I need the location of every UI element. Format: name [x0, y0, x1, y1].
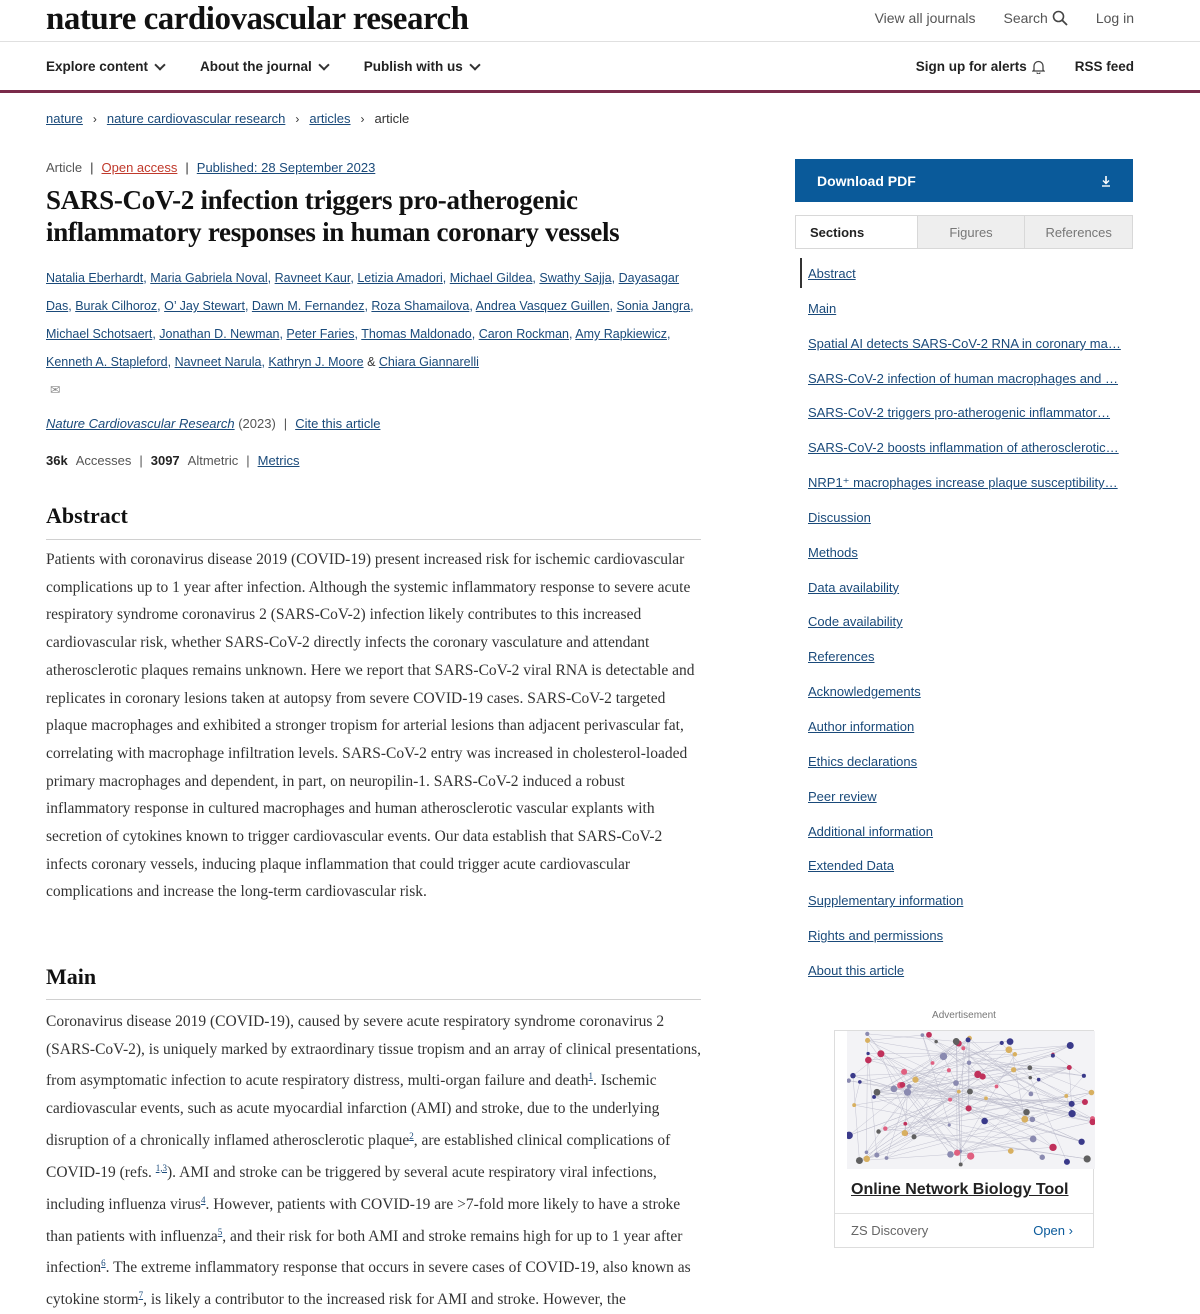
- toc-item[interactable]: Spatial AI detects SARS-CoV-2 RNA in coronary ma…: [808, 335, 1121, 351]
- breadcrumb-articles[interactable]: articles: [309, 111, 351, 126]
- chevron-down-icon: [154, 59, 165, 70]
- meta-divider: |: [139, 453, 143, 468]
- altmetric-label: Altmetric: [187, 453, 239, 468]
- download-pdf-label: Download PDF: [817, 172, 916, 189]
- article-title: SARS-CoV-2 infection triggers pro-atherogenic inflammatory responses in human coronary vessels: [46, 185, 620, 247]
- altmetric-count: 3097: [150, 453, 180, 468]
- breadcrumb-journal[interactable]: nature cardiovascular research: [106, 111, 286, 126]
- open-access-link[interactable]: Open access: [101, 160, 178, 175]
- author-link[interactable]: Maria Gabriela Noval: [150, 271, 268, 285]
- view-all-journals-link[interactable]: View all journals: [874, 10, 976, 26]
- reference-link[interactable]: 6: [101, 1258, 106, 1269]
- search-icon: [1052, 10, 1068, 26]
- nav-explore-label: Explore content: [46, 59, 149, 74]
- publication-year: (2023): [238, 416, 276, 431]
- author-link[interactable]: Amy Rapkiewicz: [575, 327, 667, 341]
- author-link[interactable]: Letizia Amadori: [357, 271, 443, 285]
- main-nav: [46, 59, 479, 74]
- ad-title-link[interactable]: Online Network Biology Tool: [851, 1181, 1069, 1198]
- network-graph-image: [847, 1031, 1095, 1169]
- breadcrumb-separator-icon: ›: [92, 111, 97, 126]
- main-text: , is likely a contributor to the increased risk for AMI and stroke. However, the: [143, 1291, 626, 1309]
- author-link[interactable]: Ravneet Kaur: [274, 271, 351, 285]
- breadcrumb: [46, 111, 409, 126]
- toc-item[interactable]: Extended Data: [808, 858, 895, 874]
- author-link[interactable]: Chiara Giannarelli: [378, 355, 479, 369]
- main-text: , and their risk for both AMI and stroke remains high for up to 1 year after infection: [46, 1227, 683, 1277]
- author-link[interactable]: Navneet Narula: [174, 355, 262, 369]
- main-text: ). AMI and stroke can be triggered by several acute respiratory viral infections, including influenza virus: [46, 1163, 657, 1213]
- main-paragraph: [46, 1008, 706, 1314]
- nav-right: [916, 59, 1134, 74]
- abstract-text: Patients with coronavirus disease 2019 (COVID-19) present increased risk for ischemic cardiovascular complications up to 1 year after infection. Although the systemic inflammatory response to severe acute respiratory syndrome coronavirus 2 (SARS-CoV-2) infection likely contributes to this increased cardiovascular risk, whether SARS-CoV-2 directly infects the coronary vasculature and attendant atherosclerotic plaques remains unknown. Here we report that SARS-CoV-2 viral RNA is detectable and replicates in coronary lesions taken at autopsy from severe COVID-19 cases. SARS-CoV-2 targeted plaque macrophages and exhibited a stronger tropism for arterial lesions than adjacent perivascular fat, correlating with macrophage infiltration levels. SARS-CoV-2 entry was increased in cholesterol-loaded primary macrophages and dependent, in part, on neuropilin-1. SARS-CoV-2 induced a robust inflammatory response in cultured macrophages and human atherosclerotic vascular explants with secretion of cytokines known to trigger cardiovascular events. Our data establish that SARS-CoV-2 infects coronary vessels, inducing plaque inflammation that could trigger acute cardiovascular complications and increase the long-term cardiovascular risk.: [46, 551, 695, 901]
- main-text: , are established clinical complications of COVID-19 (refs.: [46, 1132, 671, 1181]
- toc-item[interactable]: Main: [808, 300, 837, 316]
- meta-divider: |: [185, 160, 189, 175]
- abstract-heading: Abstract: [46, 503, 128, 528]
- author-link[interactable]: Kenneth A. Stapleford: [46, 355, 168, 369]
- header-divider: [0, 41, 1200, 42]
- toc-active-indicator: [800, 258, 802, 288]
- utility-links: [875, 10, 1134, 26]
- tab-figures[interactable]: Figures: [917, 216, 1025, 248]
- citation-line: [46, 416, 380, 431]
- main-text: Coronavirus disease 2019 (COVID-19), caused by severe acute respiratory syndrome coronavirus 2 (SARS-CoV-2), is uniquely marked by extraordinary tissue tropism and an array of clinical presentations, from asymptomatic infection to acute respiratory distress, multi-organ failure and death: [46, 1013, 702, 1090]
- author-list: Natalia Eberhardt, Maria Gabriela Noval, Ravneet Kaur, Letizia Amadori, Michael Gildea, Swathy Sajja, Dayasagar Das, Burak Cilhoroz, O’ Jay Stewart, Dawn M. Fernandez, Roza Shamailova, Andrea Vasquez Guillen, Sonia Jangra, Michael Schotsaert, Jonathan D. Newman, Peter Faries, Thomas Maldonado, Caron Rockman, Amy Rapkiewicz, Kenneth A. Stapleford, Navneet Narula, Kathryn J. Moore & Chiara Giannarelli ✉: [46, 271, 694, 397]
- bell-icon: [1032, 60, 1045, 74]
- abstract-rule: [46, 539, 701, 540]
- author-link[interactable]: Dawn M. Fernandez: [251, 299, 365, 313]
- breadcrumb-separator-icon: ›: [360, 111, 365, 126]
- download-pdf-button[interactable]: [795, 159, 1133, 202]
- advertisement-label: Advertisement: [932, 1010, 996, 1021]
- main-text: . However, patients with COVID-19 are >7-fold more likely to have a stroke than patients with influenza: [46, 1195, 681, 1245]
- published-date[interactable]: Published: 28 September 2023: [196, 160, 376, 175]
- toc-item[interactable]: Methods: [808, 544, 858, 560]
- author-link[interactable]: Michael Schotsaert: [46, 327, 153, 341]
- main-text: . Ischemic cardiovascular events, such as acute myocardial infarction (AMI) and stroke, due to the underlying disruption of a chronically inflamed atherosclerotic plaque: [46, 1072, 660, 1150]
- ad-open-link[interactable]: [1033, 1223, 1073, 1238]
- chevron-right-icon: ›: [1068, 1223, 1073, 1238]
- author-link[interactable]: O’ Jay Stewart: [164, 299, 245, 313]
- article-type: Article: [46, 160, 83, 175]
- reference-link[interactable]: 2: [409, 1130, 414, 1141]
- author-link[interactable]: Andrea Vasquez Guillen: [475, 299, 610, 313]
- author-link[interactable]: Burak Cilhoroz: [75, 299, 158, 313]
- chevron-down-icon: [469, 59, 480, 70]
- cite-article-link[interactable]: Cite this article: [295, 416, 381, 431]
- alerts-link[interactable]: [916, 59, 1045, 74]
- nav-publish-label: Publish with us: [363, 59, 463, 74]
- reference-link[interactable]: 1: [588, 1071, 593, 1082]
- header-accent-bar: [0, 90, 1200, 93]
- sidebar-tabs: [795, 215, 1133, 249]
- nav-about-label: About the journal: [200, 59, 312, 74]
- toc-item[interactable]: Acknowledgements: [808, 684, 921, 700]
- article-metrics: [46, 453, 300, 468]
- toc-item[interactable]: Data availability: [808, 579, 900, 595]
- nav-publish[interactable]: [364, 59, 479, 74]
- author-link[interactable]: Sonia Jangra: [616, 299, 691, 313]
- meta-divider: |: [283, 416, 288, 431]
- tab-references[interactable]: References: [1024, 216, 1132, 248]
- table-of-contents: [808, 262, 1133, 994]
- toc-item[interactable]: SARS-CoV-2 infection of human macrophages and …: [808, 370, 1119, 386]
- breadcrumb-nature[interactable]: nature: [46, 111, 83, 126]
- nav-explore-content[interactable]: [46, 59, 164, 74]
- search-button[interactable]: [1003, 10, 1067, 26]
- ad-source: ZS Discovery: [851, 1223, 929, 1238]
- chevron-down-icon: [318, 59, 329, 70]
- toc-item[interactable]: Code availability: [808, 614, 903, 630]
- search-label: Search: [1003, 10, 1048, 26]
- toc-item[interactable]: About this article: [808, 962, 905, 978]
- main-heading: Main: [46, 964, 97, 989]
- author-link[interactable]: Roza Shamailova: [371, 299, 470, 313]
- author-link[interactable]: Peter Faries: [286, 327, 355, 341]
- breadcrumb-current: article: [374, 111, 410, 126]
- author-link[interactable]: Caron Rockman: [478, 327, 570, 341]
- journal-logo[interactable]: nature cardiovascular research: [46, 1, 469, 37]
- toc-item[interactable]: Supplementary information: [808, 893, 964, 909]
- journal-name-link[interactable]: Nature Cardiovascular Research: [46, 416, 235, 431]
- author-link[interactable]: Dayasagar Das: [46, 271, 680, 313]
- toc-item[interactable]: References: [808, 649, 875, 665]
- author-link[interactable]: Jonathan D. Newman: [159, 327, 280, 341]
- toc-item[interactable]: Discussion: [808, 509, 871, 525]
- author-link[interactable]: Natalia Eberhardt: [46, 271, 144, 285]
- author-link[interactable]: Swathy Sajja: [539, 271, 612, 285]
- toc-item[interactable]: Author information: [808, 718, 915, 734]
- metrics-link[interactable]: Metrics: [257, 453, 300, 468]
- nav-about-journal[interactable]: [200, 59, 328, 74]
- accesses-count: 36k: [46, 453, 68, 468]
- breadcrumb-separator-icon: ›: [295, 111, 300, 126]
- reference-link[interactable]: 4: [200, 1194, 206, 1205]
- meta-divider: |: [246, 453, 250, 468]
- author-ampersand: &: [367, 355, 376, 369]
- toc-item[interactable]: Additional information: [808, 823, 934, 839]
- reference-link[interactable]: 7: [138, 1290, 144, 1301]
- ad-open-label: Open: [1033, 1223, 1066, 1238]
- corresponding-author-icon[interactable]: ✉: [50, 383, 61, 397]
- toc-item[interactable]: Abstract: [808, 266, 856, 281]
- tab-sections[interactable]: Sections: [796, 216, 917, 248]
- reference-link[interactable]: 5: [217, 1226, 223, 1237]
- login-link[interactable]: Log in: [1095, 10, 1134, 26]
- toc-item[interactable]: SARS-CoV-2 triggers pro-atherogenic inflammator…: [808, 405, 1111, 421]
- toc-item[interactable]: Ethics declarations: [808, 753, 918, 769]
- download-icon: [1101, 175, 1111, 187]
- toc-item[interactable]: Rights and permissions: [808, 928, 944, 944]
- author-link[interactable]: Kathryn J. Moore: [268, 355, 364, 369]
- article-meta: [46, 160, 375, 175]
- reference-link[interactable]: 1,3: [155, 1162, 168, 1173]
- toc-item[interactable]: NRP1⁺ macrophages increase plaque susceptibility…: [808, 475, 1118, 491]
- alerts-label: Sign up for alerts: [915, 59, 1027, 74]
- toc-item[interactable]: SARS-CoV-2 boosts inflammation of atherosclerotic…: [808, 440, 1119, 456]
- ad-divider: [835, 1213, 1093, 1214]
- main-rule: [46, 999, 701, 1000]
- rss-feed-link[interactable]: RSS feed: [1074, 59, 1134, 74]
- toc-item[interactable]: Peer review: [808, 788, 877, 804]
- advertisement[interactable]: [834, 1030, 1094, 1248]
- accesses-label: Accesses: [75, 453, 132, 468]
- author-link[interactable]: Michael Gildea: [449, 271, 533, 285]
- main-text: . The extreme inflammatory response that occurs in severe cases of COVID-19, also known as cytokine storm: [46, 1259, 691, 1309]
- author-link[interactable]: Thomas Maldonado: [361, 327, 472, 341]
- meta-divider: |: [90, 160, 94, 175]
